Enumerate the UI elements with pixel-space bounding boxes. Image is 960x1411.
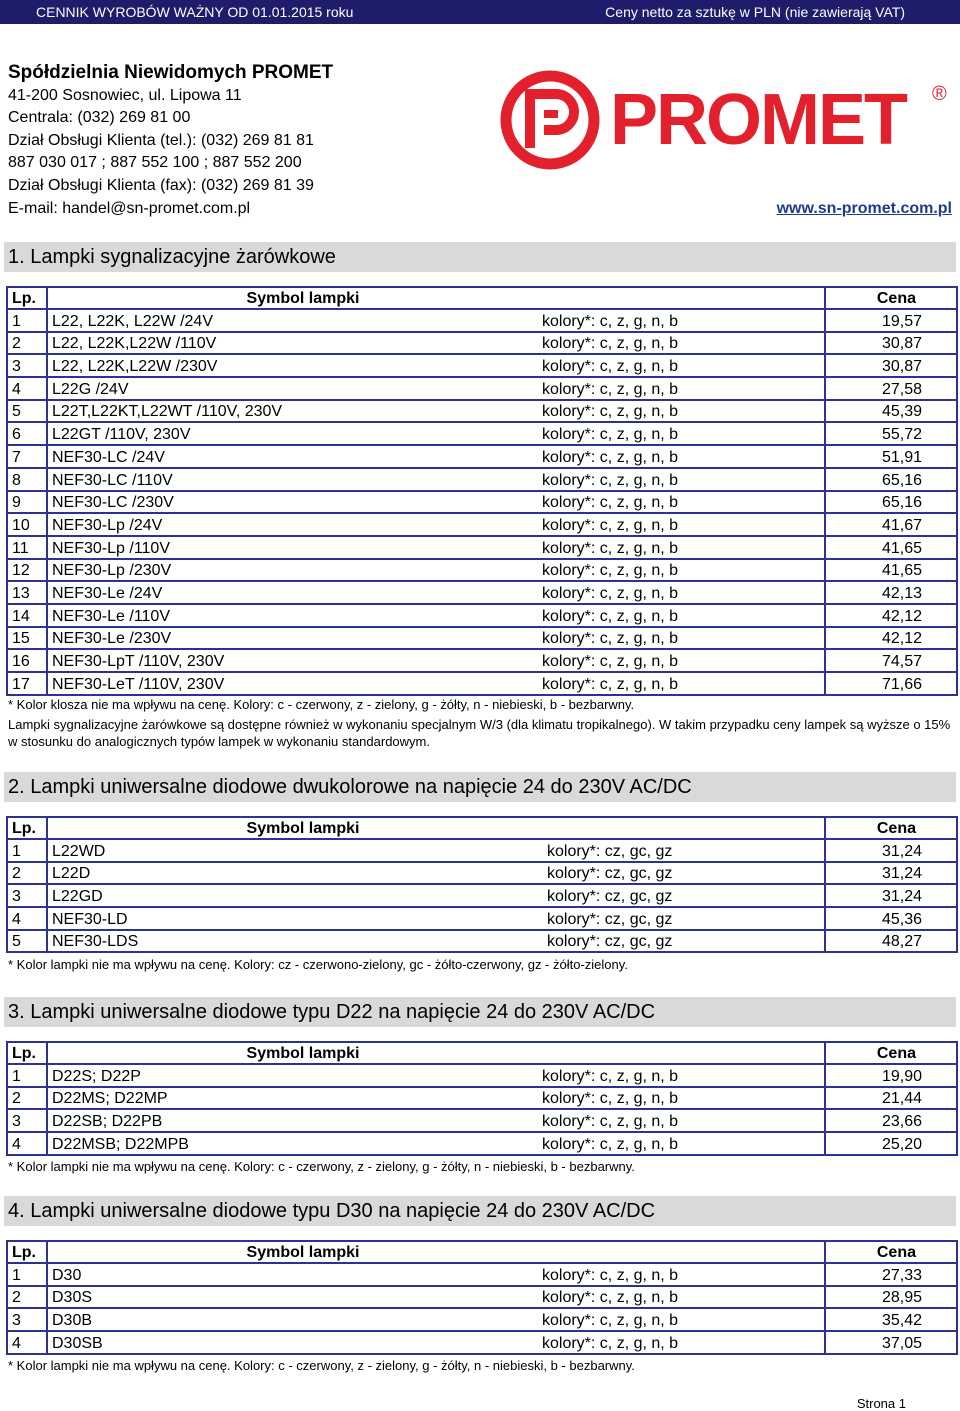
row-symbol: NEF30-Le /230V (52, 630, 172, 648)
row-symbol: D30B (52, 1312, 93, 1330)
section-4-table (6, 1240, 958, 1355)
row-symbol: D22MSB; D22MPB (52, 1135, 189, 1153)
row-colors: kolory*: cz, gc, gz (547, 842, 673, 860)
row-symbol-cell (47, 400, 825, 423)
row-symbol: D30 (52, 1266, 82, 1284)
row-lp: 9 (7, 491, 47, 514)
company-fax: Dział Obsługi Klienta (fax): (032) 269 81 39 (8, 176, 314, 194)
table-row (7, 1308, 957, 1331)
row-symbol-cell (47, 649, 825, 672)
row-symbol-cell (47, 627, 825, 650)
row-price: 30,87 (825, 332, 957, 355)
table-row (7, 536, 957, 559)
row-symbol-cell (47, 559, 825, 582)
row-colors: kolory*: c, z, g, n, b (542, 1334, 679, 1352)
row-lp: 15 (7, 627, 47, 650)
row-lp: 2 (7, 1087, 47, 1110)
section-3-title: 3. Lampki uniwersalne diodowe typu D22 na napięcie 24 do 230V AC/DC (4, 997, 956, 1027)
table-row (7, 1064, 957, 1087)
row-lp: 2 (7, 862, 47, 885)
row-price: 31,24 (825, 862, 957, 885)
row-symbol: NEF30-LD (52, 910, 128, 928)
row-colors: kolory*: c, z, g, n, b (542, 653, 679, 670)
row-symbol: NEF30-LpT /110V, 230V (52, 653, 225, 670)
row-lp: 17 (7, 672, 47, 695)
row-lp: 1 (7, 839, 47, 862)
row-colors: kolory*: c, z, g, n, b (542, 584, 679, 602)
row-symbol-cell (47, 1132, 825, 1155)
row-symbol-cell (47, 930, 825, 953)
row-lp: 3 (7, 1109, 47, 1132)
row-colors: kolory*: cz, gc, gz (547, 910, 673, 928)
logo-wordmark: PROMET (610, 80, 907, 160)
row-symbol-cell (47, 468, 825, 491)
table-row (7, 839, 957, 862)
row-colors: kolory*: c, z, g, n, b (542, 1135, 679, 1153)
section-4-note: * Kolor lampki nie ma wpływu na cenę. Kolory: c - czerwony, z - zielony, g - żółty, n - niebieski, b - bezbarwny. (8, 1358, 635, 1373)
section-2-note: * Kolor lampki nie ma wpływu na cenę. Kolory: cz - czerwono-zielony, gc - żółto-czerwony, gz - żółto-zielony. (8, 957, 628, 972)
row-symbol: NEF30-LeT /110V, 230V (52, 675, 225, 693)
row-symbol-cell (47, 1064, 825, 1087)
row-price: 19,57 (825, 309, 957, 332)
header-symbol: Symbol lampki (47, 1241, 825, 1263)
validity-header: CENNIK WYROBÓW WAŻNY OD 01.01.2015 roku (36, 4, 354, 20)
row-colors: kolory*: c, z, g, n, b (542, 1312, 679, 1330)
row-symbol-cell (47, 581, 825, 604)
row-symbol-cell (47, 604, 825, 627)
header-symbol: Symbol lampki (47, 1042, 825, 1064)
row-lp: 5 (7, 400, 47, 423)
row-price: 42,12 (825, 604, 957, 627)
row-symbol: L22GT /110V, 230V (52, 426, 191, 444)
row-price: 27,58 (825, 377, 957, 400)
row-symbol: NEF30-Lp /110V (52, 539, 170, 557)
row-lp: 7 (7, 445, 47, 468)
table-row (7, 862, 957, 885)
company-email[interactable]: E-mail: handel@sn-promet.com.pl (8, 199, 251, 217)
company-name: Spółdzielnia Niewidomych PROMET (8, 62, 334, 83)
page-number: Strona 1 (856, 1396, 906, 1411)
row-price: 23,66 (825, 1109, 957, 1132)
row-colors: kolory*: c, z, g, n, b (542, 1289, 679, 1307)
row-price: 41,65 (825, 536, 957, 559)
header-symbol: Symbol lampki (47, 287, 825, 309)
company-info (8, 62, 333, 220)
table-row (7, 309, 957, 332)
row-symbol-cell (47, 377, 825, 400)
row-colors: kolory*: c, z, g, n, b (542, 1266, 679, 1284)
header-lp: Lp. (7, 287, 47, 309)
row-price: 31,24 (825, 884, 957, 907)
row-price: 74,57 (825, 649, 957, 672)
row-lp: 4 (7, 1132, 47, 1155)
row-colors: kolory*: cz, gc, gz (547, 888, 673, 906)
row-symbol: L22WD (52, 842, 106, 860)
table-row (7, 907, 957, 930)
row-price: 41,65 (825, 559, 957, 582)
row-lp: 5 (7, 930, 47, 953)
row-symbol: L22D (52, 865, 91, 883)
row-symbol: L22G /24V (52, 380, 129, 398)
row-colors: kolory*: c, z, g, n, b (542, 312, 679, 330)
table-row (7, 1286, 957, 1309)
row-price: 65,16 (825, 468, 957, 491)
row-price: 30,87 (825, 354, 957, 377)
row-colors: kolory*: c, z, g, n, b (542, 448, 679, 466)
table-row (7, 332, 957, 355)
header-lp: Lp. (7, 817, 47, 839)
table-row (7, 513, 957, 536)
row-price: 42,13 (825, 581, 957, 604)
section-2-title: 2. Lampki uniwersalne diodowe dwukolorowe na napięcie 24 do 230V AC/DC (4, 772, 956, 802)
company-mobile: 887 030 017 ; 887 552 100 ; 887 552 200 (8, 154, 302, 172)
row-colors: kolory*: c, z, g, n, b (542, 403, 679, 421)
top-header-bar (0, 0, 960, 24)
section-4-title: 4. Lampki uniwersalne diodowe typu D30 na napięcie 24 do 230V AC/DC (4, 1196, 956, 1226)
row-symbol-cell (47, 862, 825, 885)
row-colors: kolory*: c, z, g, n, b (542, 471, 679, 489)
row-colors: kolory*: cz, gc, gz (547, 865, 673, 883)
row-symbol: D22S; D22P (52, 1067, 141, 1085)
row-price: 65,16 (825, 491, 957, 514)
row-symbol: NEF30-Le /24V (52, 584, 163, 602)
row-lp: 1 (7, 309, 47, 332)
row-symbol: L22, L22K, L22W /24V (52, 312, 213, 330)
row-symbol-cell (47, 1308, 825, 1331)
header-lp: Lp. (7, 1241, 47, 1263)
row-symbol-cell (47, 1263, 825, 1286)
row-price: 42,12 (825, 627, 957, 650)
table-row (7, 604, 957, 627)
row-symbol: NEF30-LC /230V (52, 494, 174, 512)
row-lp: 2 (7, 1286, 47, 1309)
section-1-paragraph: Lampki sygnalizacyjne żarówkowe są dostępne również w wykonaniu specjalnym W/3 (dla klimatu tropikalnego). W takim przypadku ceny lampek są wyższe o 15% w stosunku do analogicznych typów lampek w wykonaniu standardowym. (8, 717, 951, 749)
row-symbol: D30SB (52, 1334, 103, 1352)
row-symbol: NEF30-Le /110V (52, 607, 170, 625)
row-colors: kolory*: c, z, g, n, b (542, 607, 679, 625)
row-symbol-cell (47, 1331, 825, 1354)
row-symbol: L22GD (52, 888, 103, 906)
header-cena: Cena (825, 1241, 957, 1263)
table-row (7, 1109, 957, 1132)
table-row (7, 1263, 957, 1286)
row-symbol-cell (47, 491, 825, 514)
row-lp: 4 (7, 377, 47, 400)
row-lp: 8 (7, 468, 47, 491)
row-colors: kolory*: c, z, g, n, b (542, 380, 679, 398)
section-1-note: * Kolor klosza nie ma wpływu na cenę. Kolory: c - czerwony, z - zielony, g - żółty, n - niebieski, b - bezbarwny. (8, 697, 635, 712)
row-lp: 1 (7, 1263, 47, 1286)
row-price: 45,39 (825, 400, 957, 423)
table-header-row (7, 1241, 957, 1263)
row-lp: 4 (7, 1331, 47, 1354)
row-price: 51,91 (825, 445, 957, 468)
row-lp: 13 (7, 581, 47, 604)
row-lp: 3 (7, 1308, 47, 1331)
row-symbol-cell (47, 354, 825, 377)
row-colors: kolory*: cz, gc, gz (547, 933, 673, 951)
row-price: 71,66 (825, 672, 957, 695)
row-symbol: L22T,L22KT,L22WT /110V, 230V (52, 403, 283, 421)
table-row (7, 672, 957, 695)
table-header-row (7, 287, 957, 309)
row-symbol: NEF30-LC /24V (52, 448, 165, 466)
row-colors: kolory*: c, z, g, n, b (542, 1113, 679, 1131)
row-colors: kolory*: c, z, g, n, b (542, 630, 679, 648)
table-row (7, 1132, 957, 1155)
row-price: 21,44 (825, 1087, 957, 1110)
row-colors: kolory*: c, z, g, n, b (542, 358, 679, 376)
row-lp: 11 (7, 536, 47, 559)
row-colors: kolory*: c, z, g, n, b (542, 675, 679, 693)
table-row (7, 354, 957, 377)
table-row (7, 627, 957, 650)
row-symbol-cell (47, 445, 825, 468)
section-1-table (6, 286, 958, 696)
row-lp: 2 (7, 332, 47, 355)
row-symbol: D22MS; D22MP (52, 1090, 168, 1108)
row-lp: 6 (7, 422, 47, 445)
table-row (7, 491, 957, 514)
registered-mark: ® (932, 83, 947, 105)
row-price: 48,27 (825, 930, 957, 953)
header-cena: Cena (825, 287, 957, 309)
promet-logo (500, 70, 950, 170)
row-symbol-cell (47, 907, 825, 930)
row-symbol-cell (47, 1109, 825, 1132)
table-row (7, 1087, 957, 1110)
price-note-header: Ceny netto za sztukę w PLN (nie zawierają VAT) (605, 4, 905, 20)
table-row (7, 581, 957, 604)
row-lp: 3 (7, 884, 47, 907)
row-price: 28,95 (825, 1286, 957, 1309)
row-price: 41,67 (825, 513, 957, 536)
row-symbol: NEF30-Lp /24V (52, 516, 163, 534)
row-symbol-cell (47, 1087, 825, 1110)
row-price: 19,90 (825, 1064, 957, 1087)
row-symbol-cell (47, 422, 825, 445)
row-symbol-cell (47, 536, 825, 559)
header-cena: Cena (825, 817, 957, 839)
section-1-title: 1. Lampki sygnalizacyjne żarówkowe (4, 242, 956, 272)
row-price: 45,36 (825, 907, 957, 930)
header-cena: Cena (825, 1042, 957, 1064)
table-row (7, 649, 957, 672)
table-row (7, 468, 957, 491)
row-symbol: D22SB; D22PB (52, 1113, 163, 1131)
row-colors: kolory*: c, z, g, n, b (542, 1090, 679, 1108)
row-colors: kolory*: c, z, g, n, b (542, 562, 679, 580)
row-symbol: L22, L22K,L22W /230V (52, 358, 218, 376)
row-lp: 10 (7, 513, 47, 536)
row-symbol: NEF30-LC /110V (52, 471, 173, 489)
row-symbol-cell (47, 309, 825, 332)
row-price: 31,24 (825, 839, 957, 862)
row-symbol-cell (47, 513, 825, 536)
row-lp: 16 (7, 649, 47, 672)
table-row (7, 400, 957, 423)
row-colors: kolory*: c, z, g, n, b (542, 539, 679, 557)
row-lp: 3 (7, 354, 47, 377)
table-row (7, 559, 957, 582)
section-2-table (6, 816, 958, 953)
table-row (7, 445, 957, 468)
row-colors: kolory*: c, z, g, n, b (542, 1067, 679, 1085)
row-symbol-cell (47, 884, 825, 907)
table-row (7, 422, 957, 445)
promet-logo-mark-icon (500, 70, 950, 170)
table-header-row (7, 817, 957, 839)
company-phone-central: Centrala: (032) 269 81 00 (8, 109, 191, 127)
row-lp: 1 (7, 1064, 47, 1087)
row-lp: 12 (7, 559, 47, 582)
row-lp: 4 (7, 907, 47, 930)
header-symbol: Symbol lampki (47, 817, 825, 839)
header-lp: Lp. (7, 1042, 47, 1064)
row-symbol: NEF30-LDS (52, 933, 139, 951)
row-lp: 14 (7, 604, 47, 627)
row-price: 37,05 (825, 1331, 957, 1354)
table-row (7, 930, 957, 953)
table-row (7, 1331, 957, 1354)
section-3-table (6, 1041, 958, 1156)
section-3-note: * Kolor lampki nie ma wpływu na cenę. Kolory: c - czerwony, z - zielony, g - żółty, n - niebieski, b - bezbarwny. (8, 1159, 635, 1174)
row-symbol: D30S (52, 1289, 93, 1307)
row-symbol: L22, L22K,L22W /110V (52, 335, 217, 353)
row-colors: kolory*: c, z, g, n, b (542, 516, 679, 534)
row-colors: kolory*: c, z, g, n, b (542, 426, 679, 444)
company-address: 41-200 Sosnowiec, ul. Lipowa 11 (8, 86, 242, 104)
website-link[interactable]: www.sn-promet.com.pl (776, 200, 952, 217)
row-price: 25,20 (825, 1132, 957, 1155)
company-phone-service: Dział Obsługi Klienta (tel.): (032) 269 81 81 (8, 131, 314, 149)
row-price: 27,33 (825, 1263, 957, 1286)
row-colors: kolory*: c, z, g, n, b (542, 335, 679, 353)
row-price: 35,42 (825, 1308, 957, 1331)
row-price: 55,72 (825, 422, 957, 445)
row-symbol-cell (47, 672, 825, 695)
row-symbol: NEF30-Lp /230V (52, 562, 172, 580)
table-row (7, 377, 957, 400)
row-colors: kolory*: c, z, g, n, b (542, 494, 679, 512)
table-row (7, 884, 957, 907)
row-symbol-cell (47, 332, 825, 355)
row-symbol-cell (47, 1286, 825, 1309)
row-symbol-cell (47, 839, 825, 862)
table-header-row (7, 1042, 957, 1064)
